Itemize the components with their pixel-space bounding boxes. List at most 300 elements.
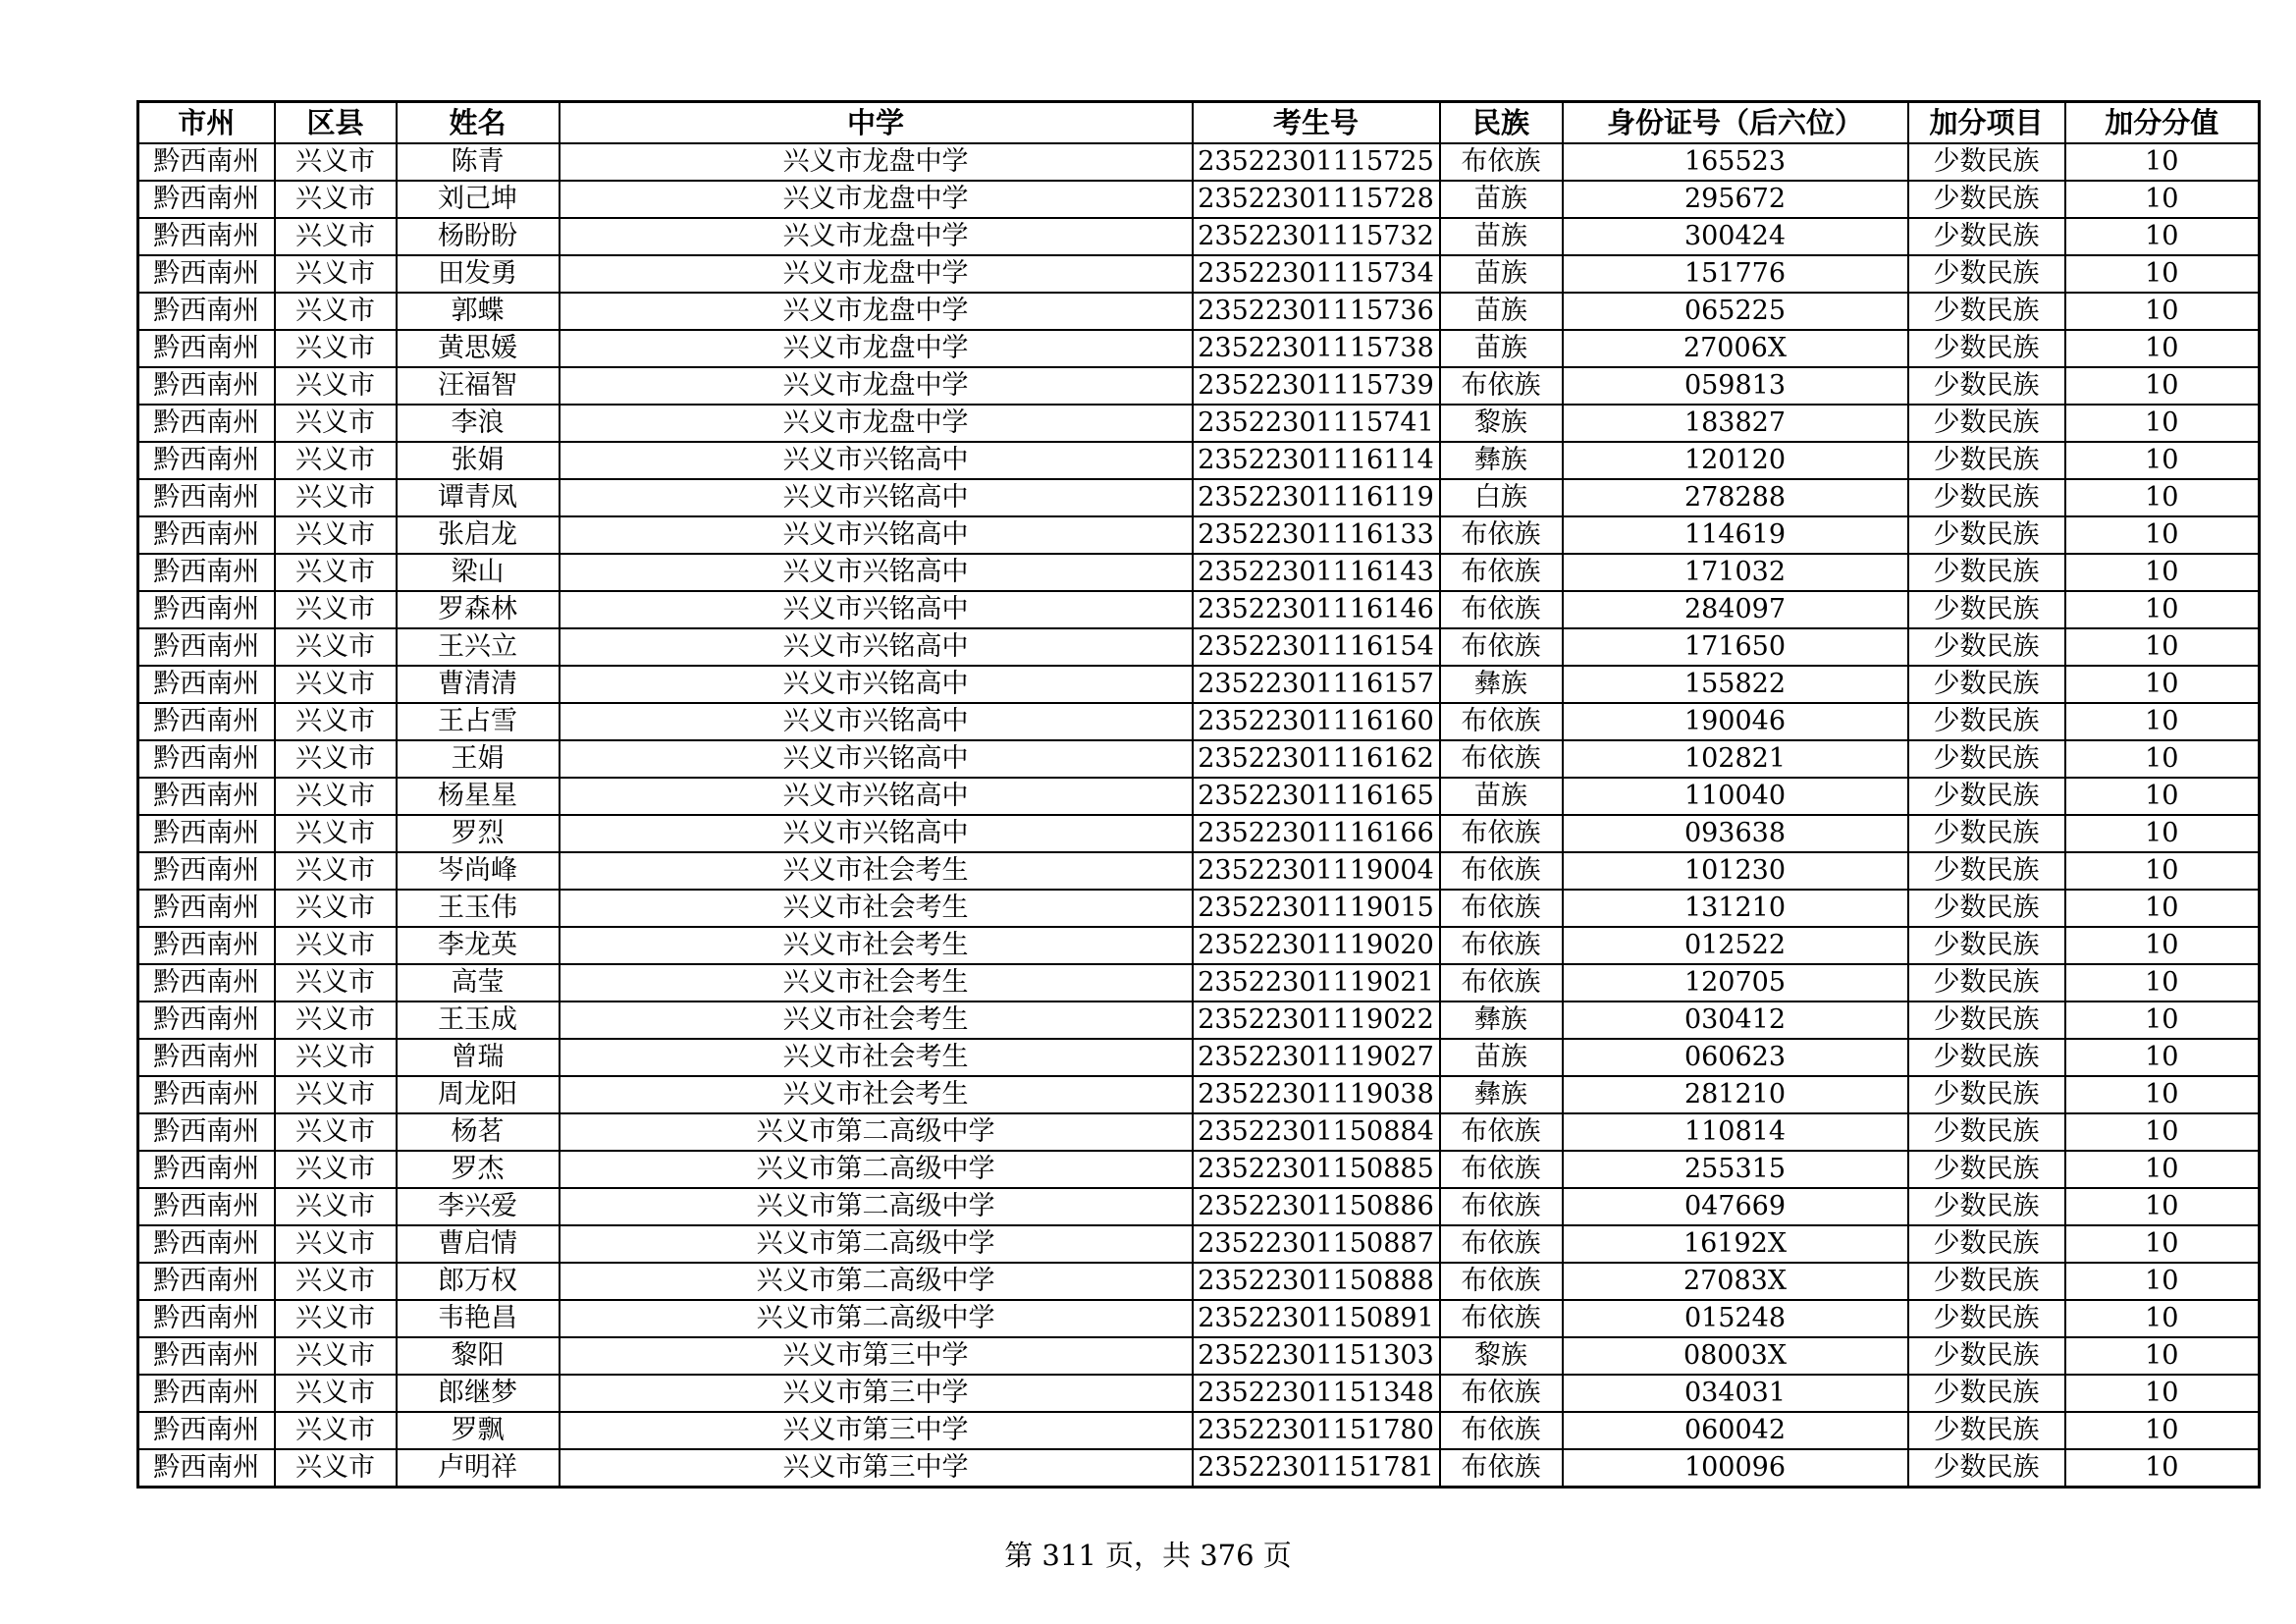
cell-exam-number: 23522301119027 [1193, 1039, 1440, 1076]
cell-exam-number: 23522301115739 [1193, 367, 1440, 405]
cell-ethnicity: 布依族 [1440, 1412, 1563, 1449]
header-bonus-points: 加分分值 [2065, 102, 2260, 144]
cell-exam-number: 23522301116119 [1193, 479, 1440, 516]
cell-bonus-points: 10 [2065, 1337, 2260, 1375]
cell-name: 汪福智 [397, 367, 560, 405]
cell-id-last-six: 284097 [1563, 591, 1908, 628]
cell-school: 兴义市第二高级中学 [560, 1225, 1193, 1263]
cell-exam-number: 23522301116160 [1193, 703, 1440, 740]
cell-name: 周龙阳 [397, 1076, 560, 1113]
cell-ethnicity: 布依族 [1440, 1300, 1563, 1337]
cell-county: 兴义市 [275, 591, 397, 628]
cell-name: 曾瑞 [397, 1039, 560, 1076]
cell-school: 兴义市兴铭高中 [560, 815, 1193, 852]
cell-county: 兴义市 [275, 1337, 397, 1375]
cell-name: 罗杰 [397, 1151, 560, 1188]
cell-county: 兴义市 [275, 1151, 397, 1188]
cell-city: 黔西南州 [138, 554, 275, 591]
cell-bonus-points: 10 [2065, 1225, 2260, 1263]
cell-name: 张启龙 [397, 516, 560, 554]
cell-county: 兴义市 [275, 479, 397, 516]
table-row [138, 479, 2260, 516]
table-row [138, 255, 2260, 293]
cell-exam-number: 23522301119015 [1193, 890, 1440, 927]
cell-bonus-item: 少数民族 [1908, 330, 2065, 367]
cell-name: 卢明祥 [397, 1449, 560, 1488]
table-row [138, 1188, 2260, 1225]
cell-name: 张娟 [397, 442, 560, 479]
cell-bonus-points: 10 [2065, 255, 2260, 293]
cell-bonus-points: 10 [2065, 218, 2260, 255]
cell-bonus-points: 10 [2065, 330, 2260, 367]
cell-city: 黔西南州 [138, 181, 275, 218]
cell-city: 黔西南州 [138, 330, 275, 367]
cell-id-last-six: 102821 [1563, 740, 1908, 778]
cell-city: 黔西南州 [138, 1375, 275, 1412]
cell-name: 梁山 [397, 554, 560, 591]
cell-bonus-points: 10 [2065, 740, 2260, 778]
cell-city: 黔西南州 [138, 1001, 275, 1039]
cell-bonus-points: 10 [2065, 666, 2260, 703]
cell-name: 王玉伟 [397, 890, 560, 927]
cell-school: 兴义市龙盘中学 [560, 293, 1193, 330]
cell-id-last-six: 295672 [1563, 181, 1908, 218]
cell-school: 兴义市第三中学 [560, 1449, 1193, 1488]
cell-school: 兴义市社会考生 [560, 1076, 1193, 1113]
cell-city: 黔西南州 [138, 852, 275, 890]
cell-county: 兴义市 [275, 964, 397, 1001]
cell-school: 兴义市第二高级中学 [560, 1300, 1193, 1337]
cell-exam-number: 23522301116157 [1193, 666, 1440, 703]
table-row [138, 367, 2260, 405]
cell-id-last-six: 059813 [1563, 367, 1908, 405]
cell-exam-number: 23522301119022 [1193, 1001, 1440, 1039]
table-row [138, 218, 2260, 255]
cell-city: 黔西南州 [138, 964, 275, 1001]
cell-ethnicity: 布依族 [1440, 516, 1563, 554]
cell-county: 兴义市 [275, 405, 397, 442]
cell-exam-number: 23522301116143 [1193, 554, 1440, 591]
table-row [138, 1263, 2260, 1300]
cell-county: 兴义市 [275, 927, 397, 964]
cell-bonus-item: 少数民族 [1908, 852, 2065, 890]
cell-name: 罗飘 [397, 1412, 560, 1449]
cell-ethnicity: 彝族 [1440, 442, 1563, 479]
cell-ethnicity: 布依族 [1440, 591, 1563, 628]
cell-exam-number: 23522301116133 [1193, 516, 1440, 554]
cell-exam-number: 23522301115734 [1193, 255, 1440, 293]
cell-city: 黔西南州 [138, 405, 275, 442]
cell-exam-number: 23522301115738 [1193, 330, 1440, 367]
cell-id-last-six: 012522 [1563, 927, 1908, 964]
table-row [138, 516, 2260, 554]
cell-ethnicity: 布依族 [1440, 740, 1563, 778]
header-school: 中学 [560, 102, 1193, 144]
cell-county: 兴义市 [275, 516, 397, 554]
table-row [138, 591, 2260, 628]
header-bonus-item: 加分项目 [1908, 102, 2065, 144]
cell-exam-number: 23522301119021 [1193, 964, 1440, 1001]
cell-exam-number: 23522301150885 [1193, 1151, 1440, 1188]
cell-ethnicity: 布依族 [1440, 927, 1563, 964]
cell-exam-number: 23522301119038 [1193, 1076, 1440, 1113]
cell-county: 兴义市 [275, 1076, 397, 1113]
cell-bonus-item: 少数民族 [1908, 516, 2065, 554]
cell-ethnicity: 彝族 [1440, 1076, 1563, 1113]
cell-bonus-item: 少数民族 [1908, 628, 2065, 666]
table-row [138, 1225, 2260, 1263]
cell-bonus-item: 少数民族 [1908, 143, 2065, 181]
cell-name: 李兴爱 [397, 1188, 560, 1225]
cell-id-last-six: 255315 [1563, 1151, 1908, 1188]
cell-school: 兴义市兴铭高中 [560, 703, 1193, 740]
cell-bonus-points: 10 [2065, 1375, 2260, 1412]
cell-bonus-points: 10 [2065, 1263, 2260, 1300]
roster-table-container [136, 100, 2258, 1489]
cell-bonus-item: 少数民族 [1908, 964, 2065, 1001]
cell-school: 兴义市兴铭高中 [560, 479, 1193, 516]
cell-id-last-six: 08003X [1563, 1337, 1908, 1375]
header-row [138, 102, 2260, 144]
cell-bonus-points: 10 [2065, 293, 2260, 330]
cell-name: 李龙英 [397, 927, 560, 964]
cell-county: 兴义市 [275, 554, 397, 591]
cell-bonus-item: 少数民族 [1908, 591, 2065, 628]
cell-city: 黔西南州 [138, 516, 275, 554]
cell-school: 兴义市社会考生 [560, 890, 1193, 927]
cell-ethnicity: 布依族 [1440, 1151, 1563, 1188]
table-row [138, 703, 2260, 740]
cell-bonus-item: 少数民族 [1908, 1076, 2065, 1113]
cell-exam-number: 23522301116166 [1193, 815, 1440, 852]
cell-bonus-points: 10 [2065, 367, 2260, 405]
cell-exam-number: 23522301151780 [1193, 1412, 1440, 1449]
cell-ethnicity: 黎族 [1440, 1337, 1563, 1375]
cell-ethnicity: 布依族 [1440, 143, 1563, 181]
cell-city: 黔西南州 [138, 367, 275, 405]
cell-ethnicity: 彝族 [1440, 666, 1563, 703]
cell-bonus-points: 10 [2065, 964, 2260, 1001]
cell-school: 兴义市兴铭高中 [560, 554, 1193, 591]
table-row [138, 1300, 2260, 1337]
cell-school: 兴义市龙盘中学 [560, 218, 1193, 255]
cell-exam-number: 23522301150884 [1193, 1113, 1440, 1151]
cell-ethnicity: 布依族 [1440, 815, 1563, 852]
cell-name: 王玉成 [397, 1001, 560, 1039]
cell-name: 王兴立 [397, 628, 560, 666]
cell-ethnicity: 布依族 [1440, 1449, 1563, 1488]
cell-id-last-six: 131210 [1563, 890, 1908, 927]
cell-school: 兴义市龙盘中学 [560, 255, 1193, 293]
cell-name: 郎万权 [397, 1263, 560, 1300]
cell-exam-number: 23522301119020 [1193, 927, 1440, 964]
cell-bonus-item: 少数民族 [1908, 1449, 2065, 1488]
cell-county: 兴义市 [275, 1225, 397, 1263]
cell-county: 兴义市 [275, 1263, 397, 1300]
cell-school: 兴义市兴铭高中 [560, 442, 1193, 479]
cell-county: 兴义市 [275, 1001, 397, 1039]
table-row [138, 927, 2260, 964]
cell-id-last-six: 047669 [1563, 1188, 1908, 1225]
cell-id-last-six: 27083X [1563, 1263, 1908, 1300]
cell-school: 兴义市第二高级中学 [560, 1151, 1193, 1188]
cell-school: 兴义市第三中学 [560, 1337, 1193, 1375]
cell-id-last-six: 165523 [1563, 143, 1908, 181]
cell-bonus-points: 10 [2065, 143, 2260, 181]
cell-name: 郭蝶 [397, 293, 560, 330]
cell-exam-number: 23522301119004 [1193, 852, 1440, 890]
cell-ethnicity: 布依族 [1440, 1188, 1563, 1225]
cell-exam-number: 23522301115732 [1193, 218, 1440, 255]
cell-bonus-points: 10 [2065, 181, 2260, 218]
cell-exam-number: 23522301115725 [1193, 143, 1440, 181]
cell-name: 黄思媛 [397, 330, 560, 367]
table-row [138, 143, 2260, 181]
cell-bonus-item: 少数民族 [1908, 1225, 2065, 1263]
cell-city: 黔西南州 [138, 815, 275, 852]
cell-ethnicity: 布依族 [1440, 852, 1563, 890]
cell-school: 兴义市龙盘中学 [560, 143, 1193, 181]
cell-exam-number: 23522301150891 [1193, 1300, 1440, 1337]
cell-city: 黔西南州 [138, 1337, 275, 1375]
cell-bonus-item: 少数民族 [1908, 293, 2065, 330]
table-row [138, 815, 2260, 852]
cell-bonus-item: 少数民族 [1908, 1188, 2065, 1225]
cell-school: 兴义市社会考生 [560, 1001, 1193, 1039]
cell-school: 兴义市社会考生 [560, 1039, 1193, 1076]
cell-county: 兴义市 [275, 1039, 397, 1076]
cell-city: 黔西南州 [138, 143, 275, 181]
header-ethnicity: 民族 [1440, 102, 1563, 144]
cell-city: 黔西南州 [138, 1076, 275, 1113]
cell-bonus-item: 少数民族 [1908, 255, 2065, 293]
cell-city: 黔西南州 [138, 293, 275, 330]
cell-name: 曹清清 [397, 666, 560, 703]
table-row [138, 1449, 2260, 1488]
cell-city: 黔西南州 [138, 1263, 275, 1300]
header-exam-number: 考生号 [1193, 102, 1440, 144]
cell-bonus-item: 少数民族 [1908, 778, 2065, 815]
cell-bonus-item: 少数民族 [1908, 1300, 2065, 1337]
cell-bonus-points: 10 [2065, 1039, 2260, 1076]
cell-bonus-item: 少数民族 [1908, 1151, 2065, 1188]
table-row [138, 442, 2260, 479]
table-row [138, 1151, 2260, 1188]
cell-county: 兴义市 [275, 815, 397, 852]
cell-name: 谭青凤 [397, 479, 560, 516]
cell-bonus-points: 10 [2065, 628, 2260, 666]
cell-bonus-points: 10 [2065, 1188, 2260, 1225]
cell-name: 杨茗 [397, 1113, 560, 1151]
cell-id-last-six: 171032 [1563, 554, 1908, 591]
cell-county: 兴义市 [275, 852, 397, 890]
table-row [138, 778, 2260, 815]
cell-id-last-six: 171650 [1563, 628, 1908, 666]
cell-city: 黔西南州 [138, 740, 275, 778]
cell-name: 高莹 [397, 964, 560, 1001]
cell-name: 刘己坤 [397, 181, 560, 218]
cell-name: 曹启情 [397, 1225, 560, 1263]
cell-ethnicity: 布依族 [1440, 628, 1563, 666]
cell-county: 兴义市 [275, 1375, 397, 1412]
cell-id-last-six: 27006X [1563, 330, 1908, 367]
cell-county: 兴义市 [275, 255, 397, 293]
cell-bonus-points: 10 [2065, 479, 2260, 516]
cell-school: 兴义市龙盘中学 [560, 367, 1193, 405]
cell-bonus-points: 10 [2065, 1076, 2260, 1113]
cell-name: 罗森林 [397, 591, 560, 628]
table-row [138, 330, 2260, 367]
cell-id-last-six: 101230 [1563, 852, 1908, 890]
cell-exam-number: 23522301115741 [1193, 405, 1440, 442]
cell-exam-number: 23522301116162 [1193, 740, 1440, 778]
cell-county: 兴义市 [275, 143, 397, 181]
cell-bonus-points: 10 [2065, 815, 2260, 852]
table-row [138, 405, 2260, 442]
cell-bonus-points: 10 [2065, 1151, 2260, 1188]
table-row [138, 1113, 2260, 1151]
cell-ethnicity: 布依族 [1440, 367, 1563, 405]
cell-city: 黔西南州 [138, 1412, 275, 1449]
cell-city: 黔西南州 [138, 442, 275, 479]
table-row [138, 666, 2260, 703]
cell-school: 兴义市社会考生 [560, 852, 1193, 890]
cell-city: 黔西南州 [138, 927, 275, 964]
cell-school: 兴义市兴铭高中 [560, 666, 1193, 703]
cell-id-last-six: 060042 [1563, 1412, 1908, 1449]
cell-ethnicity: 布依族 [1440, 703, 1563, 740]
cell-id-last-six: 120705 [1563, 964, 1908, 1001]
cell-school: 兴义市第三中学 [560, 1375, 1193, 1412]
cell-school: 兴义市龙盘中学 [560, 405, 1193, 442]
cell-school: 兴义市兴铭高中 [560, 778, 1193, 815]
cell-county: 兴义市 [275, 293, 397, 330]
cell-name: 田发勇 [397, 255, 560, 293]
cell-school: 兴义市社会考生 [560, 927, 1193, 964]
cell-id-last-six: 030412 [1563, 1001, 1908, 1039]
cell-exam-number: 23522301115728 [1193, 181, 1440, 218]
table-header [138, 102, 2260, 144]
cell-city: 黔西南州 [138, 1039, 275, 1076]
cell-bonus-item: 少数民族 [1908, 218, 2065, 255]
cell-bonus-item: 少数民族 [1908, 1001, 2065, 1039]
cell-bonus-item: 少数民族 [1908, 1412, 2065, 1449]
cell-name: 郎继梦 [397, 1375, 560, 1412]
cell-exam-number: 23522301151348 [1193, 1375, 1440, 1412]
table-row [138, 1039, 2260, 1076]
cell-city: 黔西南州 [138, 890, 275, 927]
cell-id-last-six: 155822 [1563, 666, 1908, 703]
cell-exam-number: 23522301151303 [1193, 1337, 1440, 1375]
cell-bonus-item: 少数民族 [1908, 1337, 2065, 1375]
cell-bonus-item: 少数民族 [1908, 927, 2065, 964]
cell-ethnicity: 布依族 [1440, 554, 1563, 591]
cell-exam-number: 23522301150886 [1193, 1188, 1440, 1225]
cell-bonus-points: 10 [2065, 591, 2260, 628]
cell-school: 兴义市社会考生 [560, 964, 1193, 1001]
cell-ethnicity: 布依族 [1440, 1225, 1563, 1263]
cell-county: 兴义市 [275, 330, 397, 367]
cell-city: 黔西南州 [138, 218, 275, 255]
cell-ethnicity: 苗族 [1440, 778, 1563, 815]
cell-id-last-six: 060623 [1563, 1039, 1908, 1076]
cell-school: 兴义市第三中学 [560, 1412, 1193, 1449]
cell-city: 黔西南州 [138, 628, 275, 666]
cell-ethnicity: 布依族 [1440, 1375, 1563, 1412]
cell-ethnicity: 苗族 [1440, 218, 1563, 255]
cell-bonus-item: 少数民族 [1908, 666, 2065, 703]
table-row [138, 1001, 2260, 1039]
table-row [138, 1375, 2260, 1412]
cell-ethnicity: 黎族 [1440, 405, 1563, 442]
cell-bonus-item: 少数民族 [1908, 367, 2065, 405]
cell-ethnicity: 苗族 [1440, 181, 1563, 218]
table-row [138, 1412, 2260, 1449]
cell-name: 李浪 [397, 405, 560, 442]
table-row [138, 181, 2260, 218]
header-city: 市州 [138, 102, 275, 144]
cell-county: 兴义市 [275, 666, 397, 703]
cell-bonus-points: 10 [2065, 852, 2260, 890]
cell-ethnicity: 布依族 [1440, 1113, 1563, 1151]
cell-bonus-item: 少数民族 [1908, 1263, 2065, 1300]
cell-id-last-six: 110040 [1563, 778, 1908, 815]
cell-id-last-six: 065225 [1563, 293, 1908, 330]
cell-city: 黔西南州 [138, 1225, 275, 1263]
table-row [138, 293, 2260, 330]
cell-id-last-six: 120120 [1563, 442, 1908, 479]
cell-bonus-points: 10 [2065, 703, 2260, 740]
cell-exam-number: 23522301151781 [1193, 1449, 1440, 1488]
cell-bonus-points: 10 [2065, 1001, 2260, 1039]
cell-bonus-points: 10 [2065, 554, 2260, 591]
cell-bonus-item: 少数民族 [1908, 405, 2065, 442]
cell-id-last-six: 281210 [1563, 1076, 1908, 1113]
cell-city: 黔西南州 [138, 479, 275, 516]
cell-id-last-six: 16192X [1563, 1225, 1908, 1263]
table-body [138, 143, 2260, 1488]
cell-ethnicity: 布依族 [1440, 1263, 1563, 1300]
table-row [138, 1337, 2260, 1375]
cell-county: 兴义市 [275, 1300, 397, 1337]
cell-city: 黔西南州 [138, 255, 275, 293]
cell-ethnicity: 苗族 [1440, 255, 1563, 293]
cell-city: 黔西南州 [138, 703, 275, 740]
header-id-last-six: 身份证号（后六位） [1563, 102, 1908, 144]
cell-city: 黔西南州 [138, 1151, 275, 1188]
cell-name: 王占雪 [397, 703, 560, 740]
cell-ethnicity: 苗族 [1440, 293, 1563, 330]
header-name: 姓名 [397, 102, 560, 144]
cell-bonus-item: 少数民族 [1908, 740, 2065, 778]
cell-name: 陈青 [397, 143, 560, 181]
cell-name: 王娟 [397, 740, 560, 778]
cell-school: 兴义市兴铭高中 [560, 516, 1193, 554]
cell-county: 兴义市 [275, 218, 397, 255]
cell-bonus-points: 10 [2065, 778, 2260, 815]
cell-county: 兴义市 [275, 778, 397, 815]
cell-county: 兴义市 [275, 367, 397, 405]
cell-id-last-six: 015248 [1563, 1300, 1908, 1337]
cell-county: 兴义市 [275, 181, 397, 218]
cell-city: 黔西南州 [138, 1188, 275, 1225]
cell-bonus-item: 少数民族 [1908, 554, 2065, 591]
cell-school: 兴义市兴铭高中 [560, 628, 1193, 666]
cell-exam-number: 23522301116154 [1193, 628, 1440, 666]
cell-id-last-six: 110814 [1563, 1113, 1908, 1151]
cell-city: 黔西南州 [138, 1449, 275, 1488]
cell-bonus-item: 少数民族 [1908, 479, 2065, 516]
